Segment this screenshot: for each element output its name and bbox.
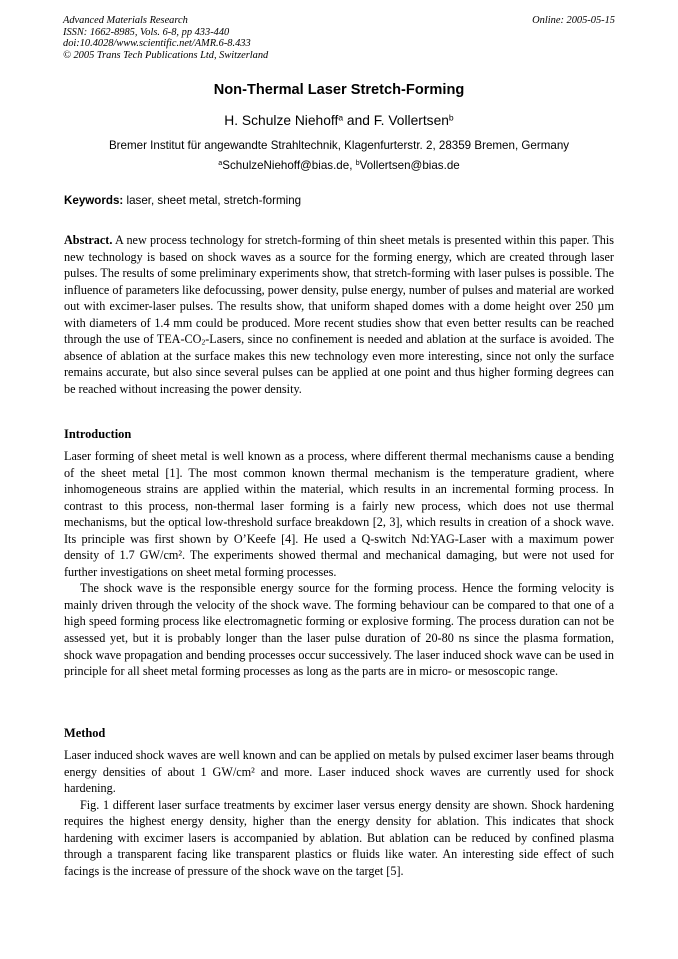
author-name: F. Vollertsen <box>373 113 449 128</box>
introduction-paragraph: Laser forming of sheet metal is well known as a process, where different thermal mechanisms cause a bending of the sheet metal [1]. The most common known thermal mechanism is the temperature gradient, where inhomogeneous strains are applied within the material, which results in an incremental forming process. In contrast to this process, non-thermal laser forming is a fairly new process, which does not use thermal mechanisms, but the optical low-threshold surface breakdown [2, 3], which results in creation of a shock wave. Its principle was first shown by O’Keefe [4]. He used a Q-switch Nd:YAG-Laser with a maximum power density of 1.7 GW/cm². The experiments showed thermal and mechanical damaging, but were not used for further investigations on sheet metal forming processes. <box>64 449 614 579</box>
email-address[interactable]: Vollertsen@bias.de <box>359 159 460 172</box>
keywords-text: laser, sheet metal, stretch-forming <box>123 194 302 207</box>
keywords-label: Keywords: <box>64 194 124 207</box>
abstract-section <box>64 232 614 397</box>
method-heading: Method <box>64 726 106 740</box>
abstract-label: Abstract. <box>64 233 113 247</box>
email-line <box>0 159 678 172</box>
introduction-section <box>64 448 614 680</box>
introduction-heading: Introduction <box>64 427 132 441</box>
journal-name: Advanced Materials Research <box>63 15 188 26</box>
method-paragraph: Fig. 1 different laser surface treatments by excimer laser versus energy density are shown. Shock hardening requires the highest energy density, higher than the energy density for ablation. This indicates that shock hardening with excimer lasers is accompanied by ablation. But ablation can be reduced by confined plasma through a transparent facing like transparent plastics or fluids like water. An interesting side effect of such facings is the increase of pressure of the shock wave on the target [5]. <box>64 797 614 878</box>
author-conjunction: and <box>343 113 374 128</box>
affiliation: Bremer Institut für angewandte Strahltechnik, Klagenfurterstr. 2, 28359 Bremen, Germany <box>108 139 570 152</box>
online-date: Online: 2005-05-15 <box>532 15 615 26</box>
email-superscript: b <box>355 158 360 168</box>
copyright-line: © 2005 Trans Tech Publications Ltd, Switzerland <box>63 49 269 61</box>
author-superscript: a <box>338 112 344 123</box>
method-section <box>64 747 614 879</box>
email-address[interactable]: SchulzeNiehoff@bias.de, <box>222 159 356 172</box>
author-name: H. Schulze Niehoff <box>224 113 339 128</box>
author-superscript: b <box>448 112 454 123</box>
abstract-text: -Lasers, since no confinement is needed and ablation at the surface is avoided. The absence of ablation at the surface makes this new technology even more interesting, since not only the surface remains accurate, but also since several pulses can be applied at one point and thus higher forming degrees can be reached without increasing the power density. <box>64 332 614 396</box>
doi-line[interactable]: doi:10.4028/www.scientific.net/AMR.6-8.433 <box>63 38 251 50</box>
keywords-line <box>64 194 301 207</box>
journal-header <box>63 15 268 61</box>
introduction-paragraph: The shock wave is the responsible energy source for the forming process. Hence the forming velocity is mainly driven through the velocity of the shock wave. The forming behaviour can be compared to that one of a high speed forming process like electromagnetic forming or explosive forming. The process duration can not be assessed yet, but it is probably longer than the laser pulse duration of 20-80 ns since the plasma formation, shock wave propagation and bending processes occur successively. The laser induced shock wave can be used in principle for all sheet metal forming processes as long as the parts are in micro- or mesoscopic range. <box>64 581 614 679</box>
email-superscript: a <box>218 158 223 168</box>
abstract-paragraph <box>64 232 614 397</box>
method-paragraph: Laser induced shock waves are well known and can be applied on metals by pulsed excimer laser beams through energy densities of about 1 GW/cm² and more. Laser induced shock waves are currently used for shock hardening. <box>64 748 614 796</box>
abstract-text: A new process technology for stretch-forming of thin sheet metals is presented within this paper. This new technology is based on shock waves as a source for the forming energy, which are created through laser pulses. The results of some preliminary experiments show, that stretch-forming with laser pulses is possible. The influence of parameters like defocussing, power density, pulse energy, number of pulses and material are worked out with excimer-laser pulses. The results show, that uniform shaped domes with a dome height over 250 µm with diameters of 1.4 mm could be produced. More recent studies show that even better results can be reached through the use of TEA-CO <box>64 233 614 347</box>
issn-line: ISSN: 1662-8985, Vols. 6-8, pp 433-440 <box>63 26 230 38</box>
subscript: 2 <box>201 337 206 347</box>
paper-title: Non-Thermal Laser Stretch-Forming <box>213 82 465 98</box>
author-line <box>0 113 678 128</box>
